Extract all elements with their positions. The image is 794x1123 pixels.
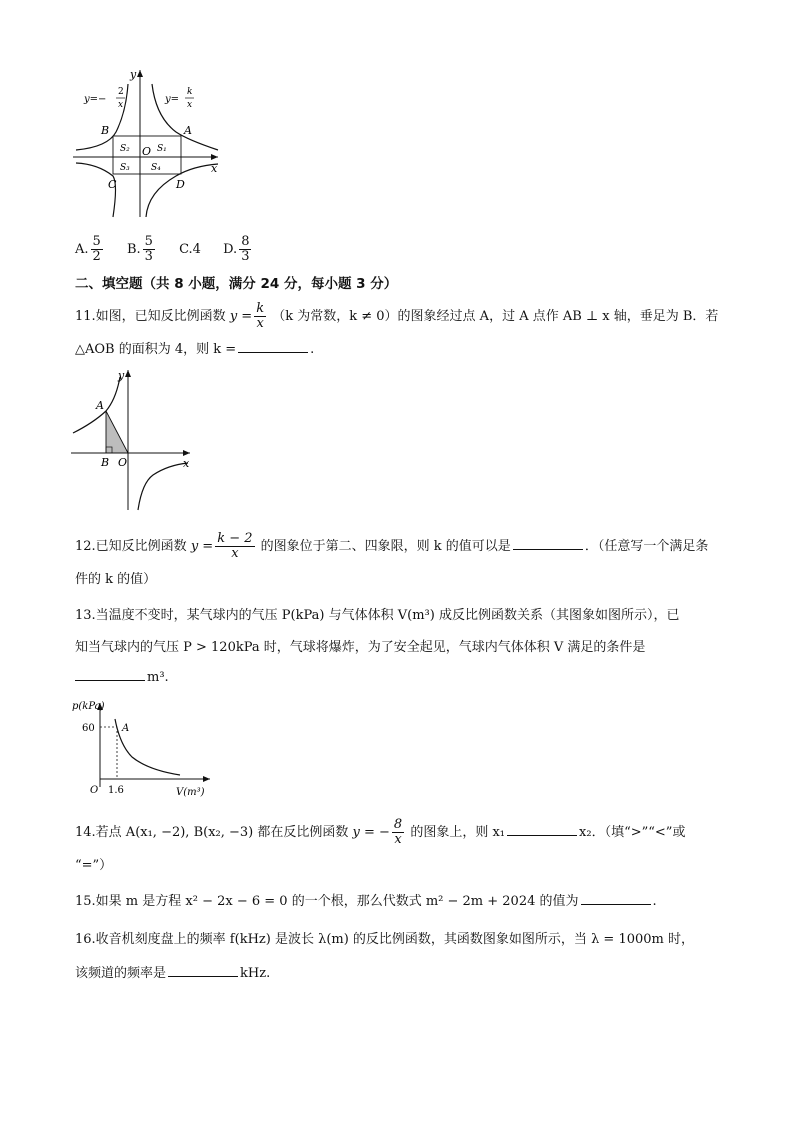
q13-line2: 知当气球内的气压 P > 120kPa 时，气球将爆炸，为了安全起见，气球内气体体积 V 满足的条件是	[75, 640, 646, 655]
q13-line1: 13.当温度不变时，某气球内的气压 P(kPa) 与气体体积 V(m³) 成反比例函数关系（其图象如图所示），已	[75, 608, 680, 623]
q16-line1: 16.收音机刻度盘上的频率 f(kHz) 是波长 λ(m) 的反比例函数，其函数图象如图所示，当 λ = 1000m 时，	[75, 932, 695, 947]
fig10-y-label: y	[130, 68, 137, 81]
q12-answer-blank[interactable]	[513, 535, 583, 550]
fig10-left-curve-den: x	[118, 100, 124, 110]
fig10-point-a: A	[184, 124, 192, 137]
q14-line2: “=”）	[75, 858, 113, 873]
fig10-left-curve-num: 2	[118, 87, 124, 97]
fig10-right-curve-num: k	[187, 87, 193, 97]
q11-line2: △AOB 的面积为 4，则 k = .	[75, 338, 314, 360]
fig10-point-c: C	[108, 178, 117, 191]
option-c[interactable]: C.4	[179, 242, 201, 257]
q16-answer-blank[interactable]	[168, 962, 238, 977]
q11-answer-blank[interactable]	[238, 338, 308, 353]
q11-figure	[68, 365, 198, 515]
fig10-origin: O	[142, 145, 152, 158]
q12-line2: 件的 k 的值）	[75, 572, 157, 587]
fig13-x-tick: 1.6	[108, 785, 124, 796]
fig13-y-tick: 60	[82, 723, 95, 734]
fig13-origin: O	[90, 785, 99, 796]
fig13-y-label: p(kPa)	[72, 701, 105, 712]
q14-answer-blank[interactable]	[507, 821, 577, 836]
fig11-point-b: B	[101, 456, 110, 469]
q12-line1: 12.已知反比例函数 y = $\frac{k - 2}{x}$ 的图象位于第二、四象限，则 k 的值可以是 ．（任意写一个满足条	[75, 531, 709, 561]
q15-answer-blank[interactable]	[581, 890, 651, 905]
q14-line1: 14.若点 A(x₁, −2), B(x₂, −3) 都在反比例函数 y = − $\frac{8}{x}$ 的图象上，则 x₁ x₂．（填“>”“<”或	[75, 817, 686, 847]
fig10-right-curve-den: x	[187, 100, 193, 110]
q10-figure	[68, 62, 228, 222]
option-d[interactable]: D. $\frac{8}{3}$	[223, 234, 250, 264]
fig11-x-label: x	[183, 457, 190, 470]
q13-line3: m³.	[75, 666, 169, 688]
fig10-point-b: B	[101, 124, 110, 137]
fig10-right-curve-label: y=	[165, 94, 180, 105]
q15-line: 15.如果 m 是方程 x² − 2x − 6 = 0 的一个根，那么代数式 m² − 2m + 2024 的值为 .	[75, 890, 657, 912]
fig13-x-label: V(m³)	[176, 787, 205, 798]
fig11-origin: O	[118, 456, 128, 469]
section-heading: 二、填空题（共 8 小题，满分 24 分，每小题 3 分）	[75, 276, 398, 292]
fig10-left-curve-label: y=−	[84, 94, 107, 105]
fig10-s3: S₃	[120, 163, 130, 173]
option-b[interactable]: B. $\frac{5}{3}$	[126, 234, 153, 264]
fig11-y-label: y	[118, 369, 125, 382]
fig10-s4: S₄	[151, 163, 161, 173]
fig13-point-a: A	[122, 723, 130, 734]
fig10-s1: S₁	[157, 144, 167, 154]
fig10-x-label: x	[211, 162, 218, 175]
fig10-s2: S₂	[120, 144, 130, 154]
q10-options	[75, 232, 271, 268]
q13-answer-blank[interactable]	[75, 666, 145, 681]
q13-figure	[70, 697, 220, 807]
q16-line2: 该频道的频率是 kHz.	[75, 962, 270, 984]
option-a[interactable]: A. $\frac{5}{2}$	[75, 234, 101, 264]
fig11-point-a: A	[96, 399, 104, 412]
fig10-point-d: D	[176, 178, 185, 191]
q11-line1: 11.如图，已知反比例函数 y = $\frac{k}{x}$ （k 为常数，k ≠ 0）的图象经过点 A，过 A 点作 AB ⊥ x 轴，垂足为 B．若	[75, 301, 719, 331]
